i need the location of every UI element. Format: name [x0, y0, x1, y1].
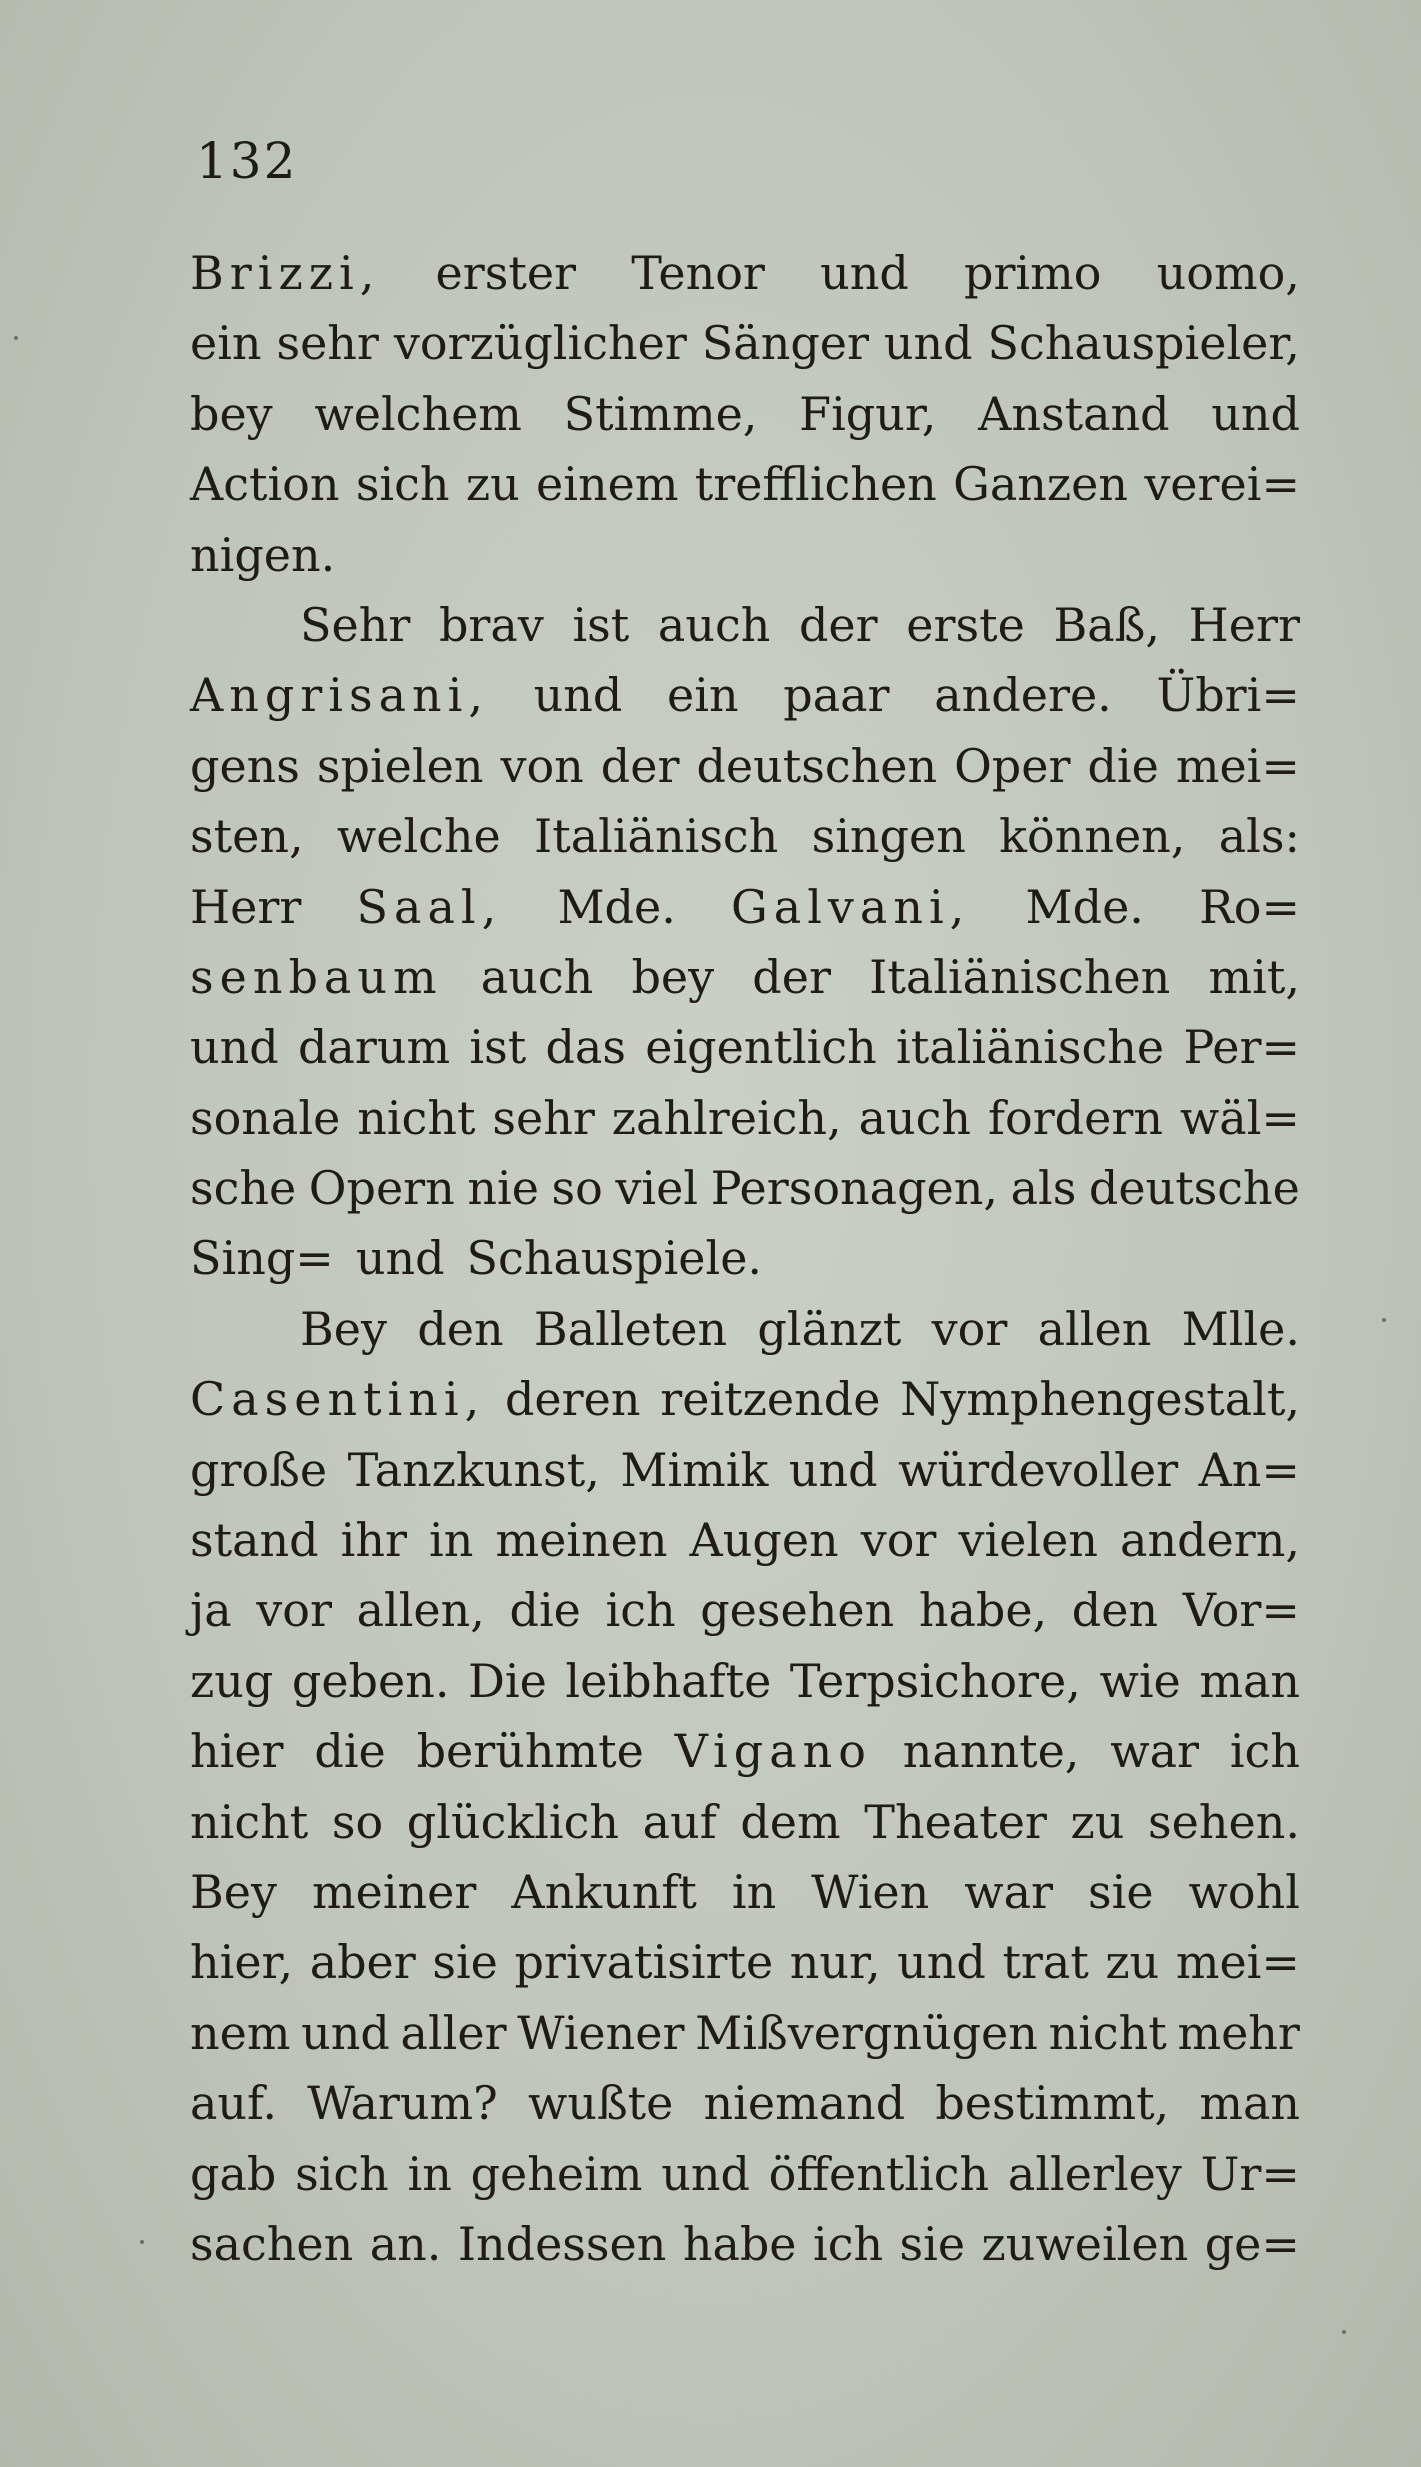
word: bestimmt,: [935, 2076, 1170, 2131]
text-line: [190, 590, 1300, 660]
text-line: [190, 1223, 1300, 1293]
word: Ro=: [1199, 879, 1300, 934]
word: erster: [435, 246, 577, 300]
word: primo: [964, 246, 1102, 300]
word: Theater: [864, 1794, 1047, 1849]
text-line: [190, 942, 1300, 1012]
word: Schauspieler,: [987, 316, 1300, 371]
word: vorzüglicher: [393, 316, 687, 371]
word: Warum?: [307, 2076, 498, 2131]
word: ein: [190, 316, 262, 371]
text-line: [190, 1787, 1300, 1857]
text-line: [190, 1857, 1300, 1927]
word: sie: [1088, 1864, 1154, 1919]
word: geben.: [291, 1653, 450, 1708]
word: zu: [465, 457, 520, 512]
word: zuweilen: [981, 2216, 1189, 2271]
text-line: [190, 2209, 1300, 2279]
word: andern,: [1120, 1513, 1300, 1568]
word: Die: [468, 1653, 547, 1708]
word: Baß,: [1053, 597, 1161, 652]
word: nicht: [357, 1090, 476, 1145]
word: spielen: [316, 738, 484, 793]
word: deren: [504, 1372, 641, 1427]
body-text: [190, 238, 1300, 2279]
text-line: [190, 801, 1300, 871]
word: nem: [190, 2005, 291, 2060]
word: Nymphengestalt,: [900, 1372, 1300, 1427]
word: auch: [480, 949, 594, 1004]
word: glücklich: [406, 1794, 620, 1849]
word: gab: [190, 2146, 277, 2201]
text-line: [190, 2139, 1300, 2209]
word: vielen: [958, 1513, 1098, 1568]
word: und: [897, 1935, 986, 1990]
word: wie: [1099, 1653, 1181, 1708]
word: zu: [1105, 1935, 1160, 1990]
word: einem: [536, 457, 679, 512]
word: und: [355, 1231, 445, 1286]
text-line: [190, 1083, 1300, 1153]
word: Casentini,: [190, 1372, 486, 1427]
word: wußte: [527, 2076, 674, 2131]
word: sie: [432, 1935, 498, 1990]
word: Per=: [1183, 1020, 1300, 1075]
word: als: [1010, 1161, 1077, 1216]
word: auf.: [190, 2076, 278, 2131]
word: und: [533, 668, 623, 723]
text-line: [190, 1646, 1300, 1716]
text-line: [190, 1927, 1300, 1997]
word: viel: [615, 1161, 699, 1216]
word: gesehen: [700, 1583, 895, 1638]
word: den: [1071, 1583, 1159, 1638]
word: so: [551, 1161, 603, 1216]
text-line: [190, 1998, 1300, 2068]
word: nigen.: [190, 527, 336, 582]
word: Figur,: [799, 386, 937, 441]
word: reitzende: [660, 1372, 881, 1427]
word: leibhafte: [565, 1653, 772, 1708]
word: Opern: [308, 1161, 455, 1216]
word: wohl: [1188, 1864, 1300, 1919]
word: große: [190, 1442, 328, 1497]
word: berühmte: [416, 1724, 644, 1779]
word: die: [509, 1583, 581, 1638]
word: vor: [860, 1513, 937, 1568]
word: Italiänisch: [534, 809, 779, 864]
word: nicht: [1048, 2005, 1167, 2060]
word: ge=: [1204, 2216, 1300, 2271]
word: trat: [1002, 1935, 1089, 1990]
word: und: [190, 1020, 279, 1075]
word: sonale: [190, 1090, 341, 1145]
word: Galvani,: [731, 879, 971, 934]
paper-speck: [1342, 2330, 1346, 2334]
text-line: [190, 449, 1300, 519]
word: Saal,: [356, 879, 503, 934]
word: deutsche: [1088, 1161, 1300, 1216]
word: Sehr: [300, 597, 411, 652]
word: welchem: [314, 386, 522, 441]
word: und: [301, 2005, 390, 2060]
word: der: [600, 738, 680, 793]
text-line: [190, 1153, 1300, 1223]
word: sche: [190, 1161, 297, 1216]
word: und: [788, 1442, 878, 1497]
word: und: [661, 2146, 750, 2201]
word: sehr: [492, 1090, 595, 1145]
word: Vor=: [1182, 1583, 1300, 1638]
word: Anstand: [978, 386, 1170, 441]
word: meiner: [312, 1864, 477, 1919]
word: trefflichen: [694, 457, 937, 512]
word: vor: [256, 1583, 332, 1638]
word: An=: [1198, 1442, 1300, 1497]
word: als:: [1218, 809, 1300, 864]
word: Mlle.: [1181, 1301, 1300, 1356]
word: Angrisani,: [190, 668, 489, 723]
word: Mimik: [620, 1442, 769, 1497]
word: privatisirte: [514, 1935, 774, 1990]
word: in: [731, 1864, 777, 1919]
word: mehr: [1177, 2005, 1300, 2060]
word: und: [820, 246, 909, 300]
word: die: [314, 1724, 386, 1779]
word: bey: [190, 386, 273, 441]
word: hier: [190, 1724, 284, 1779]
word: man: [1199, 2076, 1300, 2131]
paper-speck: [140, 2240, 144, 2244]
word: wäl=: [1179, 1090, 1300, 1145]
paper-speck: [14, 336, 18, 340]
word: zug: [190, 1653, 274, 1708]
word: andere.: [934, 668, 1112, 723]
word: darum: [297, 1020, 451, 1075]
word: sehr: [276, 316, 379, 371]
word: ein: [667, 668, 739, 723]
word: Oper: [954, 738, 1071, 793]
word: italiänische: [896, 1020, 1165, 1075]
word: Sing=: [190, 1231, 334, 1286]
word: Indessen: [457, 2216, 667, 2271]
word: aller: [400, 2005, 507, 2060]
word: Wiener: [517, 2005, 685, 2060]
word: können,: [999, 809, 1186, 864]
word: von: [500, 738, 584, 793]
word: erste: [906, 597, 1025, 652]
word: auch: [858, 1090, 972, 1145]
word: dem: [740, 1794, 841, 1849]
word: bey: [631, 949, 715, 1004]
word: aber: [309, 1935, 416, 1990]
word: war: [1110, 1724, 1200, 1779]
word: Personagen,: [710, 1161, 998, 1216]
text-line: [190, 1294, 1300, 1364]
word: so: [331, 1794, 384, 1849]
word: sten,: [190, 809, 304, 864]
word: nicht: [190, 1794, 309, 1849]
word: öffentlich: [768, 2146, 990, 2201]
word: nie: [467, 1161, 539, 1216]
word: Übri=: [1156, 668, 1300, 723]
text-line: [190, 1435, 1300, 1505]
word: mei=: [1175, 738, 1300, 793]
word: Balleten: [533, 1301, 728, 1356]
word: Action: [190, 457, 340, 512]
word: man: [1199, 1653, 1300, 1708]
word: sachen: [190, 2216, 354, 2271]
word: zu: [1070, 1794, 1125, 1849]
word: ist: [572, 597, 630, 652]
text-line: [190, 1364, 1300, 1434]
word: allen,: [356, 1583, 485, 1638]
word: uomo,: [1156, 246, 1300, 300]
word: paar: [783, 668, 890, 723]
word: sehen.: [1148, 1794, 1300, 1849]
word: Bey: [300, 1301, 388, 1356]
word: deutschen: [696, 738, 938, 793]
word: ist: [469, 1020, 527, 1075]
word: Wien: [811, 1864, 930, 1919]
word: sich: [295, 2146, 389, 2201]
text-line: [190, 1012, 1300, 1082]
word: meinen: [495, 1513, 668, 1568]
word: nannte,: [902, 1724, 1080, 1779]
word: singen: [811, 809, 966, 864]
text-line: [190, 660, 1300, 730]
word: sie: [899, 2216, 966, 2271]
word: allen: [1037, 1301, 1152, 1356]
word: Ur=: [1200, 2146, 1300, 2201]
word: habe: [682, 2216, 797, 2271]
word: ich: [812, 2216, 884, 2271]
word: allerley: [1007, 2146, 1182, 2201]
word: welche: [336, 809, 501, 864]
word: fordern: [987, 1090, 1163, 1145]
word: der: [798, 597, 878, 652]
word: brav: [438, 597, 544, 652]
text-line: [190, 1716, 1300, 1786]
word: Ganzen: [953, 457, 1128, 512]
word: niemand: [703, 2076, 906, 2131]
word: sich: [355, 457, 450, 512]
word: mit,: [1208, 949, 1300, 1004]
word: nur,: [789, 1935, 881, 1990]
word: auf: [642, 1794, 717, 1849]
text-line: [190, 1505, 1300, 1575]
word: habe,: [918, 1583, 1048, 1638]
word: Mde.: [1025, 879, 1144, 934]
word: den: [417, 1301, 504, 1356]
word: Sänger: [701, 316, 869, 371]
word: geheim: [470, 2146, 643, 2201]
paper-speck: [1382, 1318, 1386, 1322]
word: stand: [190, 1513, 319, 1568]
word: verei=: [1144, 457, 1300, 512]
word: gens: [190, 738, 300, 793]
text-line: [190, 2068, 1300, 2138]
word: mei=: [1175, 1935, 1300, 1990]
word: auch: [657, 597, 771, 652]
word: Bey: [190, 1864, 278, 1919]
word: Brizzi,: [190, 246, 381, 300]
text-line: [190, 520, 1300, 590]
word: glänzt: [757, 1301, 902, 1356]
text-line: [190, 1575, 1300, 1645]
word: Augen: [689, 1513, 839, 1568]
text-line: [190, 731, 1300, 801]
word: Mißvergnügen: [695, 2005, 1038, 2060]
word: in: [407, 2146, 452, 2201]
word: Mde.: [557, 879, 676, 934]
word: Herr: [190, 879, 302, 934]
page-number: 132: [196, 132, 298, 190]
text-line: [190, 238, 1300, 308]
word: ja: [190, 1583, 232, 1638]
word: zahlreich,: [611, 1090, 842, 1145]
word: der: [752, 949, 831, 1004]
word: ich: [605, 1583, 676, 1638]
word: Vigano: [674, 1724, 872, 1779]
word: Terpsichore,: [789, 1653, 1081, 1708]
word: in: [429, 1513, 474, 1568]
word: und: [883, 316, 973, 371]
word: Ankunft: [511, 1864, 697, 1919]
word: ihr: [340, 1513, 407, 1568]
word: die: [1087, 738, 1159, 793]
word: vor: [931, 1301, 1008, 1356]
word: an.: [369, 2216, 442, 2271]
word: und: [1211, 386, 1300, 441]
word: Italiänischen: [869, 949, 1171, 1004]
word: senbaum: [190, 949, 443, 1004]
word: war: [964, 1864, 1054, 1919]
word: Tenor: [631, 246, 765, 300]
word: das: [545, 1020, 626, 1075]
text-line: [190, 872, 1300, 942]
text-line: [190, 308, 1300, 378]
text-line: [190, 379, 1300, 449]
word: Tanzkunst,: [347, 1442, 600, 1497]
word: ich: [1229, 1724, 1300, 1779]
word: Schauspiele.: [466, 1231, 763, 1286]
word: Herr: [1188, 597, 1300, 652]
word: hier,: [190, 1935, 294, 1990]
word: würdevoller: [898, 1442, 1179, 1497]
word: Stimme,: [563, 386, 758, 441]
word: eigentlich: [645, 1020, 877, 1075]
